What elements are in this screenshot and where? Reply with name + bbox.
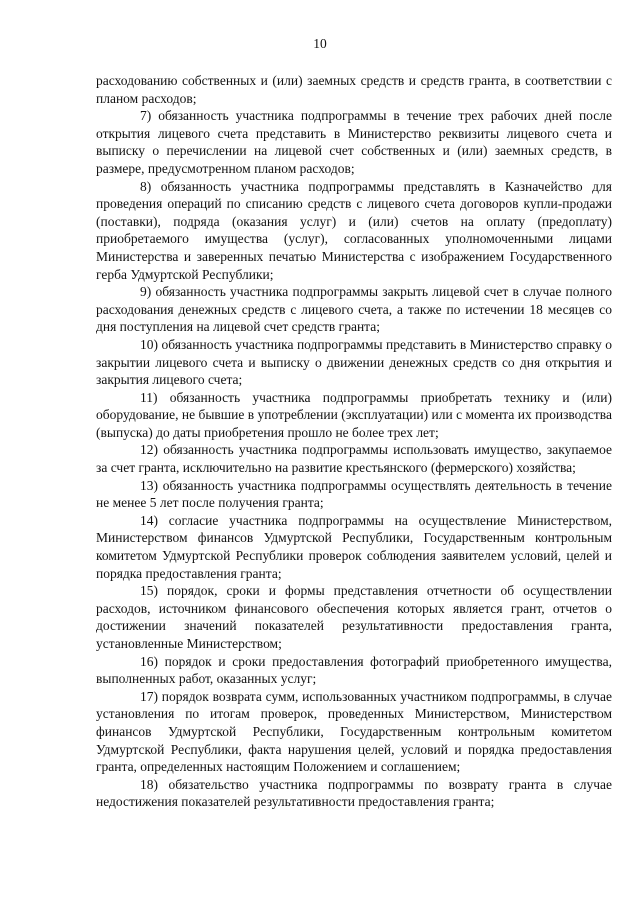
paragraph-item-15: 15) порядок, сроки и формы представления отчетности об осуществлении расходов, источником финансового обеспечения которых является грант, отчетов о достижении значений показателей результативности предоставления гранта, установленные Министерством; [96, 583, 612, 651]
paragraph-item-8: 8) обязанность участника подпрограммы представлять в Казначейство для проведения операций по списанию средств с лицевого счета договоров купли-продажи (поставки), подряда (оказания услуг) и (или) счетов на оплату (предоплату) приобретаемого имущества (услуг), согласованных уполномоченными лицами Министерства и заверенных печатью Министерства с изображением Государственного герба Удмуртской Республики; [96, 178, 612, 282]
paragraph-continuation: расходованию собственных и (или) заемных средств и средств гранта, в соответствии с планом расходов; [96, 73, 612, 106]
paragraph-item-12: 12) обязанность участника подпрограммы использовать имущество, закупаемое за счет гранта, исключительно на развитие крестьянского (фермерского) хозяйства; [96, 442, 612, 476]
paragraph-item-11: 11) обязанность участника подпрограммы приобретать технику и (или) оборудование, не бывшие в употреблении (эксплуатации) или с момента их производства (выпуска) до даты приобретения прошло не более трех лет; [96, 389, 612, 440]
paragraph-item-10: 10) обязанность участника подпрограммы представить в Министерство справку о закрытии лицевого счета и выписку о движении денежных средств со дня открытия и закрытия лицевого счета; [96, 336, 612, 388]
paragraph-item-17: 17) порядок возврата сумм, использованных участником подпрограммы, в случае установления по итогам проверок, проведенных Министерством, Министерством финансов Удмуртской Республики, Государственным контрольным комитетом Удмуртской Республики, факта нарушения целей, условий и порядка предоставления гранта, определенных настоящим Положением и соглашением; [96, 688, 612, 775]
document-body [96, 72, 612, 811]
paragraph-item-18: 18) обязательство участника подпрограммы по возврату гранта в случае недостижения показателей результативности предоставления гранта; [96, 776, 612, 810]
paragraph-item-7: 7) обязанность участника подпрограммы в течение трех рабочих дней после открытия лицевого счета представить в Министерство реквизиты лицевого счета и выписку о перечислении на лицевой счет собственных и (или) заемных средств, в размере, предусмотренном планом расходов; [96, 108, 612, 176]
paragraph-item-9: 9) обязанность участника подпрограммы закрыть лицевой счет в случае полного расходования денежных средств с лицевого счета, а также по истечении 18 месяцев со дня поступления на лицевой счет средств гранта; [96, 284, 612, 335]
page-number: 10 [313, 36, 327, 51]
paragraph-item-13: 13) обязанность участника подпрограммы осуществлять деятельность в течение не менее 5 лет после получения гранта; [96, 477, 612, 511]
paragraph-item-14: 14) согласие участника подпрограммы на осуществление Министерством, Министерством финансов Удмуртской Республики, Государственным контрольным комитетом Удмуртской Республики проверок соблюдения заявителем условий, целей и порядка предоставления гранта; [96, 512, 612, 581]
paragraph-item-16: 16) порядок и сроки предоставления фотографий приобретенного имущества, выполненных работ, оказанных услуг; [96, 653, 612, 687]
